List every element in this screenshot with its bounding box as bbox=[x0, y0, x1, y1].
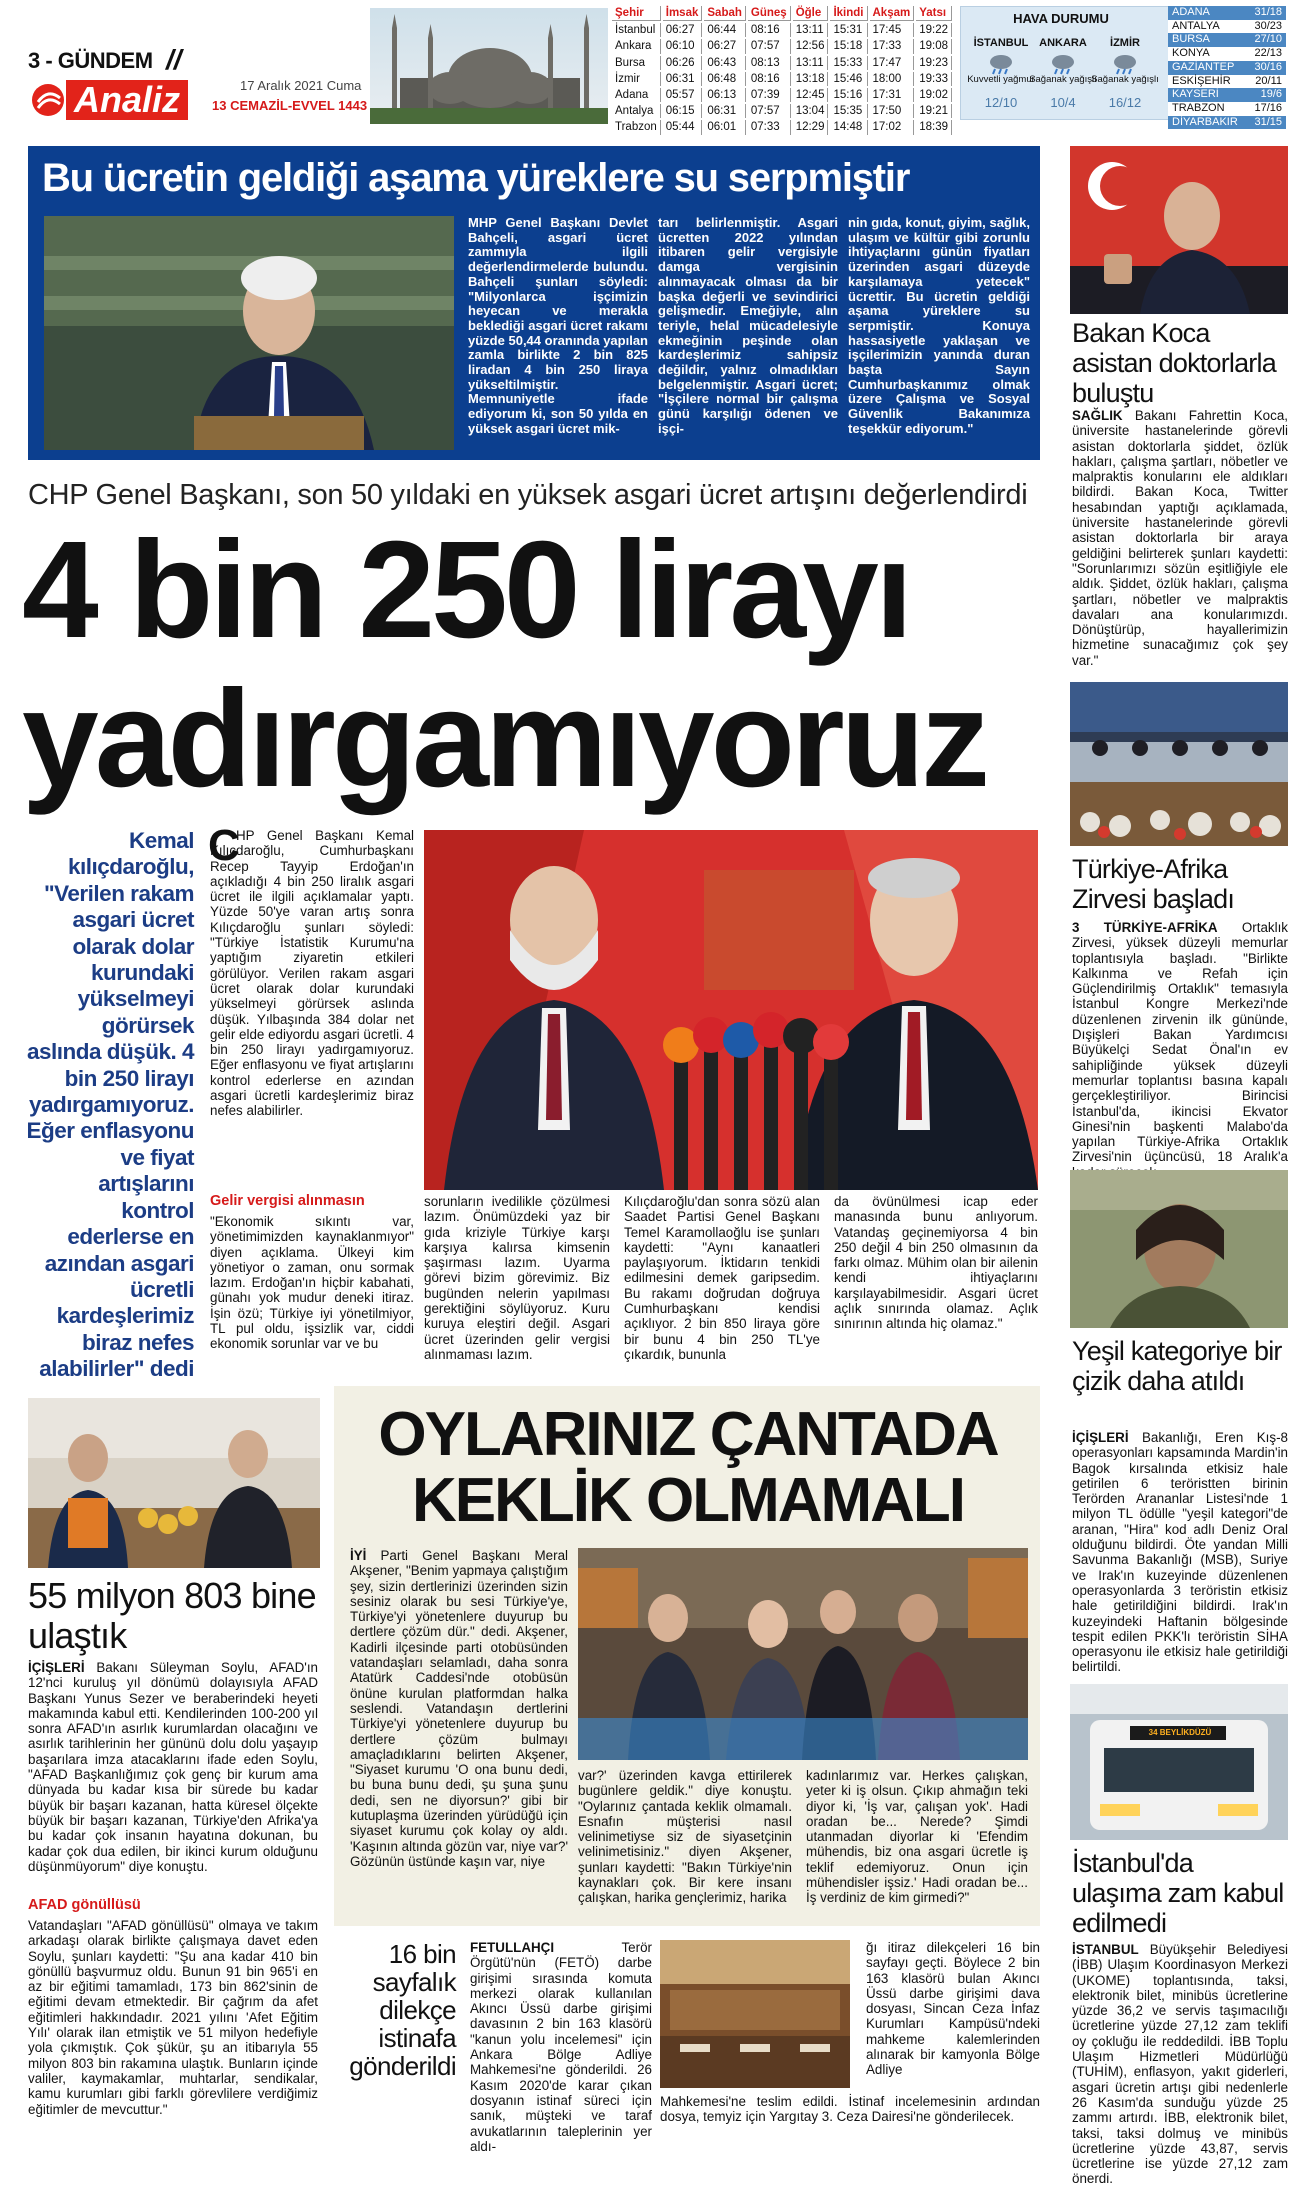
prayer-cell: 13:11 bbox=[793, 56, 829, 70]
prayer-cell: 06:44 bbox=[704, 23, 746, 37]
prayer-cell: 15:33 bbox=[830, 56, 867, 70]
prayer-cell: 06:13 bbox=[704, 88, 746, 102]
prayer-cell: 18:00 bbox=[870, 72, 915, 86]
prayer-cell: 06:27 bbox=[663, 23, 703, 37]
prayer-cell: 06:31 bbox=[663, 72, 703, 86]
bahceli-col3: nin gıda, konut, giyim, sağlık, ulaşım ve kültür gibi zorunlu ihtiyaçlarını günün fiyatları üzerinden asgari düzeyde karşılamaya yetecek" ücrettir. Bu ücretin geldiği aşama yüreklere su serpmiştir. Konuya hassasiyetle yaklaşan ve işçilerimizin yanında duran başta Sayın Cumhurbaşkanımız olmak üzere Çalışma ve Sosyal Güvenlik Bakanımıza teşekkür ediyorum." bbox=[848, 215, 1030, 436]
weather-city-name: İSTANBUL bbox=[973, 37, 1029, 49]
section-slash: // bbox=[166, 44, 182, 75]
prayer-col-header: İmsak bbox=[663, 6, 703, 21]
rain-cloud-icon bbox=[1048, 53, 1078, 75]
afad-body-text: Bakanı Süleyman Soylu, AFAD'ın 12'nci kuruluş yıl dönümü dolayısıyla AFAD Başkanı Yunus Sezer ve beraberindeki heyeti makamında kabul etti. Kendilerinden 100-200 yıl sonra AFAD'ın asırlık kurumlardan olacağını ve asırlık tarihlerinin her gününü dolu dolu yaşayıp başarılara imza atacaklarını ifade eden Soylu, "AFAD Başkanlığımız çok genç bir kurum ama dünyada bu kadar kısa bir sürede bu kadar büyük bir başarı kazanan, hatta küresel ölçekte büyük bir başarı kazanan, Türkiye'den Afrika'ya bu kadar çok insanın hayatına dokunan, bu kadar çok dua edilen, bir ikinci kurum olduğunu düşünmüyorum" diye konuştu. bbox=[28, 1660, 318, 1874]
afrika-summit-photo bbox=[1070, 682, 1288, 846]
prayer-cell: 12:29 bbox=[793, 120, 829, 134]
weather-list-temp: 30/23 bbox=[1254, 19, 1282, 32]
courtroom-photo bbox=[660, 1940, 850, 2088]
afrika-lead: 3 TÜRKİYE-AFRİKA bbox=[1072, 920, 1218, 935]
weather-list-city: ANTALYA bbox=[1172, 19, 1220, 32]
koca-body-text: Bakanı Fahrettin Koca, üniversite hastanelerinde görevli asistan doktorlarla şiddet, özlük hakları, çalışma şartları, nöbetler ve malpraktis konularını ele aldıkları bildirdi. Bakan Koca, Twitter hesabından yaptığı açıklamada, üniversite hastanelerinde görevli asistan doktorlarla bir araya geldiğini belirterek şunları kaydetti: "Sorunlarımızı sözün eşitliğiyle ele aldık. Şiddet, özlük hakları, çalışma şartları, nöbetler ve malpraktis davaları ana konularımızdı. Dönüştürüp, hayallerimizin hizmetine sunacağımız çok şey var." bbox=[1072, 408, 1288, 668]
metrobus-photo bbox=[1070, 1684, 1288, 1840]
prayer-cell: 06:43 bbox=[704, 56, 746, 70]
afad-title: 55 milyon 803 bine ulaştık bbox=[28, 1575, 316, 1656]
prayer-cell: 06:10 bbox=[663, 39, 703, 53]
masthead bbox=[0, 0, 1300, 134]
main-headline-line2: yadırgamıyoruz bbox=[22, 662, 986, 816]
prayer-row bbox=[612, 72, 952, 86]
feto-col1 bbox=[470, 1940, 652, 2154]
prayer-cell: 05:44 bbox=[663, 120, 703, 134]
weather-list-city: ADANA bbox=[1172, 6, 1210, 18]
prayer-cell: Adana bbox=[612, 88, 661, 102]
main-body4: Kılıçdaroğlu'dan sonra sözü alan Saadet Partisi Genel Başkanı Temel Karamollaoğlu ise şunları kaydetti: "Aynı kanaatleri paylaşıyorum. İktidarın tenkidi edilmesini demek garipsedim. Bu rakamı doğrudan doğruya Cumhurbaşkanı kendisi açıklıyor. 2 bin 850 liraya göre bir bunu 4 bin 250 TL'ye çıkardık, bununla bbox=[624, 1194, 820, 1362]
prayer-cell: 13:11 bbox=[793, 23, 829, 37]
main-headline-line1: 4 bin 250 lirayı bbox=[22, 513, 910, 667]
metrobus-sign: 34 BEYLİKDÜZÜ bbox=[1148, 1728, 1212, 1737]
prayer-row bbox=[612, 120, 952, 134]
afrika-title: Türkiye-Afrika Zirvesi başladı bbox=[1072, 854, 1235, 914]
prayer-cell: 13:18 bbox=[793, 72, 829, 86]
main-body5: da övünülmesi icap eder manasında bunu anlıyorum. Vatandaş geçinemiyorsa 4 bin 250 değil 4 bin 250 olmasının da farkı olmaz. Mühim olan bir ailenin kendi ihtiyaçlarını karşılayabilmesidir. Asgari ücret açlık sınırında olamaz. Açlık sınırının altında hiç olamaz." bbox=[834, 1194, 1038, 1332]
weather-desc: Sağanak yağışlı bbox=[1029, 74, 1097, 85]
prayer-cell: 07:33 bbox=[748, 120, 791, 134]
prayer-col-header: Şehir bbox=[612, 6, 661, 21]
weather-temp: 10/4 bbox=[1050, 95, 1076, 110]
weather-list-city: KAYSERİ bbox=[1172, 88, 1219, 101]
weather-list-temp: 17/16 bbox=[1254, 101, 1282, 114]
prayer-cell: 19:02 bbox=[916, 88, 952, 102]
feto-lead: FETULLAHÇI bbox=[470, 1940, 555, 1955]
bahceli-photo bbox=[44, 216, 454, 450]
soylu-afad-photo bbox=[28, 1398, 320, 1568]
logo-mark-icon bbox=[30, 80, 66, 120]
weather-list-temp: 31/18 bbox=[1254, 6, 1282, 18]
prayer-cell: 08:13 bbox=[748, 56, 791, 70]
prayer-row bbox=[612, 104, 952, 118]
weather-list-city: GAZİANTEP bbox=[1172, 60, 1235, 73]
istanbul-body-text: Büyükşehir Belediyesi (İBB) Ulaşım Koordinasyon Merkezi (UKOME) toplantısında, taksi, elektronik bilet, minibüs ücretlerine yüzde 36,2 ve servis taşımacılığı ücretlerine yüzde 27,12 zam teklifi oy çokluğu ile reddedildi. İBB Toplu Ulaşım Hizmetleri Müdürlüğü (TUHİM), enflasyon, yakıt giderleri, asgari ücretin artışı gibi nedenlerle 26 Kasım'da sunduğu yüzde 25 zammı artırdı. İBB, elektronik bilet, taksi, taksi dolmuş ve minibüs ücretlerine yüzde 43,87, servis ücretlerine ise yüzde 27,12 zam önerdi. bbox=[1072, 1942, 1288, 2187]
weather-list-row bbox=[1168, 33, 1286, 47]
afrika-body-text: Ortaklık Zirvesi, yüksek düzeyli memurlar toplantısıyla başladı. "Birlikte Kalkınma ve Refah için Güçlendirilmiş Ortaklık" temasıyla İstanbul Kongre Merkezi'nde düzenlenen zirvenin ilk gününde, Dışişleri Bakan Yardımcısı Büyükelçi Sedat Önal'ın ev sahipliğinde yüksek düzeyli memurlar toplantısı basına kapalı gerçekleştiriliyor. Birincisi İstanbul'da, ikincisi Ekvator Ginesi'nin başkenti Malabo'da yapılan Türkiye-Afrika Ortaklık Zirvesi'nin üçüncüsü, 18 Aralık'a bbox=[1072, 920, 1288, 1165]
mosque-skyline-image bbox=[370, 8, 608, 124]
prayer-col-header: İkindi bbox=[830, 6, 867, 21]
weather-list-temp: 22/13 bbox=[1254, 47, 1282, 60]
weather-list-temp: 30/16 bbox=[1254, 60, 1282, 73]
main-subhead: Gelir vergisi alınmasın bbox=[210, 1193, 365, 1209]
rain-cloud-icon bbox=[986, 53, 1016, 75]
weather-city-name: İZMİR bbox=[1110, 37, 1140, 49]
prayer-row bbox=[612, 88, 952, 102]
prayer-cell: 17:45 bbox=[870, 23, 915, 37]
weather-list-temp: 19/6 bbox=[1260, 88, 1282, 101]
prayer-cell: İzmir bbox=[612, 72, 661, 86]
bahceli-title: Bu ücretin geldiği aşama yüreklere su serpmiştir bbox=[42, 156, 910, 200]
weather-list-row bbox=[1168, 6, 1286, 20]
weather-desc: Sağanak yağışlı bbox=[1091, 74, 1159, 85]
section-label: 3 - GÜNDEM bbox=[28, 48, 153, 73]
koca-body bbox=[1072, 408, 1288, 666]
prayer-col-header: Akşam bbox=[870, 6, 915, 21]
prayer-cell: 06:31 bbox=[704, 104, 746, 118]
aksener-col2: var?' üzerinden kavga ettirilerek bugünlere geldik." diye konuştu. "Oylarınız çantada keklik olmamalı. Esnafın müşterisi nasıl velinimetiyse siz de siyasetçinin velinimetisiniz." diyen Akşener, şunları kaydetti: "Bakın Türkiye'nin kaynakları çok. Bir kere insanı çalışkan, harika gençlerimiz, harika bbox=[578, 1768, 792, 1906]
prayer-cell: 07:39 bbox=[748, 88, 791, 102]
feto-col1-text: Terör Örgütü'nün (FETÖ) darbe girişimi sırasında komuta merkezi olarak kullanılan Akıncı Üssü darbe girişimi davasının 2 bin 163 klasörü "kanun yolu incelemesi" için Ankara Bölge Adliye Mahkemesi'ne gönderildi. 26 Kasım 2020'de karar çıkan dosyanın istinaf süreci için sanık, müşteki ve taraf avukatlarının taleplerinin yer aldı- bbox=[470, 1940, 652, 2154]
weather-list-row bbox=[1168, 116, 1286, 130]
prayer-cell: 06:26 bbox=[663, 56, 703, 70]
feto-col1b: Mahkemesi'ne teslim edildi. İstinaf incelemesinin ardından dosya, temyiz için Yargıtay 3. Ceza Dairesi'ne gönderilecek. bbox=[660, 2094, 1040, 2125]
aksener-title-line2: KEKLİK OLMAMALI bbox=[411, 1466, 965, 1535]
afad-subhead: AFAD gönüllüsü bbox=[28, 1897, 141, 1913]
weather-list-row bbox=[1168, 75, 1286, 89]
prayer-cell: 15:35 bbox=[830, 104, 867, 118]
prayer-cell: İstanbul bbox=[612, 23, 661, 37]
weather-title: HAVA DURUMU bbox=[1013, 11, 1109, 26]
weather-temp: 16/12 bbox=[1108, 95, 1142, 110]
terrorist-portrait-photo bbox=[1070, 1170, 1288, 1328]
prayer-cell: Antalya bbox=[612, 104, 661, 118]
prayer-cell: 06:48 bbox=[704, 72, 746, 86]
weather-temp: 12/10 bbox=[984, 95, 1018, 110]
aksener-title-line1: OYLARINIZ ÇANTADA bbox=[378, 1400, 998, 1469]
prayer-cell: 19:08 bbox=[916, 39, 952, 53]
prayer-row bbox=[612, 39, 952, 53]
prayer-cell: 17:47 bbox=[870, 56, 915, 70]
aksener-lead: İYİ bbox=[350, 1548, 367, 1563]
main-kicker: CHP Genel Başkanı, son 50 yıldaki en yüksek asgari ücret artışını değerlendirdi bbox=[28, 479, 1028, 511]
bahceli-col1: MHP Genel Başkanı Devlet Bahçeli, asgari ücret zammıyla ilgili değerlendirmelerde bulundu. Bahçeli şunları söyledi: "Milyonlarca işçimizin heyecan ve merakla beklediği asgari ücret rakamı yüzde 50,44 oranında yapılan zamla birlikte 2 bin 825 liradan 4 bin 250 liraya yükseltilmiştir. Memnuniyetle ifade ediyorum ki, son 50 yılda en yüksek asgari ücret mik- bbox=[468, 215, 648, 436]
main-dropcap: C bbox=[208, 821, 240, 870]
prayer-times-table bbox=[610, 4, 954, 137]
prayer-row bbox=[612, 23, 952, 37]
logo-wordmark: Analiz bbox=[66, 80, 188, 120]
weather-list-row bbox=[1168, 47, 1286, 61]
main-body2: "Ekonomik sıkıntı var, yönetimimizden kaynaklanmıyor" diyen açıklama. Ülkeyi kim yönetiyor o zaman, onu sormak lazım. Erdoğan'ın hiçbir kabahati, günahı yok mudur deneki itiraz. İşin özü; Türkiye iyi yönetilmiyor, TL pul oldu, işsizlik var, ciddi ekonomik sorunlar var ve bu bbox=[210, 1214, 414, 1352]
yesil-title: Yeşil kategoriye bir çizik daha atıldı bbox=[1072, 1336, 1282, 1396]
prayer-cell: 12:45 bbox=[793, 88, 829, 102]
hijri-date: 13 CEMAZİL-EVVEL 1443 bbox=[212, 98, 368, 113]
issue-date: 17 Aralık 2021 Cuma bbox=[240, 78, 362, 93]
weather-city-list bbox=[1168, 6, 1286, 129]
prayer-cell: Ankara bbox=[612, 39, 661, 53]
weather-list-city: BURSA bbox=[1172, 33, 1210, 46]
prayer-cell: 06:27 bbox=[704, 39, 746, 53]
prayer-cell: 17:50 bbox=[870, 104, 915, 118]
weather-list-row bbox=[1168, 61, 1286, 75]
koca-lead: SAĞLIK bbox=[1072, 408, 1123, 423]
prayer-cell: 17:33 bbox=[870, 39, 915, 53]
feto-col2: ğı itiraz dilekçeleri 16 bin sayfayı geçti. Böylece 2 bin 163 klasörü bulan Akıncı Üssü darbe girişimi dava dosyası, Sincan Ceza İnfaz Kurumları Kampüsü'ndeki mahkeme kalemlerinden alınarak bir kamyonla Bölge Adliye bbox=[866, 1940, 1040, 2078]
prayer-col-header: Öğle bbox=[793, 6, 829, 21]
prayer-cell: 07:57 bbox=[748, 39, 791, 53]
yesil-body bbox=[1072, 1430, 1288, 1675]
prayer-cell: 18:39 bbox=[916, 120, 952, 134]
prayer-cell: 12:56 bbox=[793, 39, 829, 53]
afad-lead: İÇİŞLERİ bbox=[28, 1660, 85, 1675]
prayer-col-header: Güneş bbox=[748, 6, 791, 21]
prayer-row bbox=[612, 56, 952, 70]
rain-cloud-icon bbox=[1110, 53, 1140, 75]
prayer-cell: 14:48 bbox=[830, 120, 867, 134]
prayer-cell: 19:21 bbox=[916, 104, 952, 118]
weather-desc: Kuvvetli yağmur bbox=[967, 74, 1035, 85]
istanbul-lead: İSTANBUL bbox=[1072, 1942, 1139, 1957]
prayer-col-header: Sabah bbox=[704, 6, 746, 21]
weather-list-temp: 31/15 bbox=[1254, 115, 1282, 128]
main-pullquote: Kemal kılıçdaroğlu, "Verilen rakam asgari ücret olarak dolar kurundaki yükselmeyi görürsek aslında düşük. 4 bin 250 lirayı yadırgamıyoruz. Eğer enflasyonu ve fiyat artışlarını kontrol ederlerse en azından asgari ücretli kardeşlerimiz biraz nefes alabilirler" dedi bbox=[26, 828, 194, 1382]
prayer-cell: 06:15 bbox=[663, 104, 703, 118]
aksener-market-photo bbox=[578, 1548, 1028, 1760]
aksener-col3: kadınlarımız var. Herkes çalışkan, yeter ki iş olsun. Çıkıp ahmağın teki diyor ki, 'İş var, çalışan yok'. Hadi oradan be... Nerede? Şimdi utanmadan diyorlar ki 'Efendim mühendis, biz ona asgari ücretle iş teklif edemiyoruz. Onun için mühendisler işsiz.' Hadi oradan be... İş verdiniz de kim girmedi?" bbox=[806, 1768, 1028, 1906]
feto-title: 16 bin sayfalık dilekçe istinafa gönderildi bbox=[349, 1939, 456, 2081]
main-body1: HP Genel Başkanı Kemal Kılıçdaroğlu, Cumhurbaşkanı Recep Tayyip Erdoğan'ın açıkladığı 4 bin 250 liralık asgari ücret ile ilgili açıklamalar yaptı. Yüzde 50'ye varan artış sonra Kılıçdaroğlu şunları söyledi: "Türkiye İstatistik Kurumu'na yaptığım ziyaretin etkileri görülüyor. Verilen rakam asgari ücret olarak dolar kurundaki yükselmeyi görürsek aslında düşük. Yılbaşında 384 dolar net gelir elde ediyordu asgari ücretli. 4 bin 250 lirayı yadırgamıyoruz. Eğer enflasyonu ve fiyat artışlarını kontrol ederlerse en azından asgari ücretli kardeşlerimiz biraz nefes alabilirler. bbox=[210, 828, 414, 1119]
prayer-cell: 19:22 bbox=[916, 23, 952, 37]
koca-title: Bakan Koca asistan doktorlarla buluştu bbox=[1072, 318, 1276, 408]
weather-list-temp: 27/10 bbox=[1254, 33, 1282, 46]
weather-list-row bbox=[1168, 102, 1286, 116]
prayer-col-header: Yatsı bbox=[916, 6, 952, 21]
prayer-cell: 17:02 bbox=[870, 120, 915, 134]
prayer-cell: 08:16 bbox=[748, 72, 791, 86]
weather-list-city: ESKİŞEHİR bbox=[1172, 74, 1231, 87]
istanbul-body bbox=[1072, 1942, 1288, 2187]
prayer-cell: 06:01 bbox=[704, 120, 746, 134]
weather-list-row bbox=[1168, 88, 1286, 102]
afad-body bbox=[28, 1660, 318, 1892]
prayer-cell: 08:16 bbox=[748, 23, 791, 37]
aksener-col1-text: Parti Genel Başkanı Meral Akşener, "Benim yapmaya çalıştığım şey, sizin dertlerinizi üzerinden sizin sesiniz olarak bu sesi Türkiye'ye, Türkiye'yi yönetenlere duyurup bu dertlere çözüm dür." dedi. Akşener, Kadirli ilçesinde parti otobüsünden vatandaşları selamladı, daha sonra Atatürk Caddesi'nde otobüsün önüne kurulan platformdan halka seslendi. Vatandaşın dertlerini Türkiye'yi yönetenlere duyurup bu dertlere çözüm bulmayı amaçladıklarını belirten Akşener, "Siyaset kurumu 'O ona bunu dedi, bu buna bunu dedi, şu şuna şunu dedi, sen ne diyorsun?' gibi bir kutuplaşma üzerinden yürüdüğü için siyaset kurumu çok kolay oy aldı. 'Kaşının altında gözün var, niye var?' Gözünün üstünde kaşın var, niye bbox=[350, 1548, 569, 1869]
afad-body2: Vatandaşları "AFAD gönüllüsü" olmaya ve takım arkadaşı olarak birlikte çalışmaya davet eden Soylu, şunları kaydetti: "Şu ana kadar 410 bin gönüllü başvurmuz oldu. Bunun 91 bin 965'i en az bir eğitimi tamamladı, 173 bin 862'sinin de eğitimi devam etmektedir. Bir çağrım da afet eğitimleri hakkındadır. 2021 yılını 'Afet Eğitim Yılı' olarak ilan etmiştik ve 51 milyon hedefiyle yola çıkmıştık. Çok şükür, şu an itibarıyla 55 milyon 803 bin rakamına ulaştık. Bunların içinde valiler, kaymakamlar, muhtarlar, sendikalar, kamu kurumları gibi farklı görevlilere verdiğimiz eğitimler de mevcuttur." bbox=[28, 1918, 318, 2117]
prayer-cell: 15:46 bbox=[830, 72, 867, 86]
prayer-cell: 05:57 bbox=[663, 88, 703, 102]
istanbul-title: İstanbul'da ulaşıma zam kabul edilmedi bbox=[1072, 1848, 1284, 1938]
weather-city-name: ANKARA bbox=[1039, 37, 1087, 49]
prayer-cell: 13:04 bbox=[793, 104, 829, 118]
logo bbox=[30, 80, 188, 120]
prayer-cell: 15:16 bbox=[830, 88, 867, 102]
prayer-cell: 17:31 bbox=[870, 88, 915, 102]
afrika-body bbox=[1072, 920, 1288, 1165]
weather-list-city: DİYARBAKIR bbox=[1172, 115, 1238, 128]
weather-list-row bbox=[1168, 20, 1286, 34]
prayer-cell: Bursa bbox=[612, 56, 661, 70]
weather-list-temp: 20/11 bbox=[1255, 74, 1282, 87]
aksener-col1 bbox=[350, 1548, 568, 1918]
yesil-lead: İÇİŞLERİ bbox=[1072, 1430, 1129, 1445]
kilicdaroglu-karamollaoglu-photo bbox=[424, 830, 1038, 1190]
koca-photo bbox=[1070, 146, 1288, 314]
prayer-cell: 15:18 bbox=[830, 39, 867, 53]
prayer-cell: 07:57 bbox=[748, 104, 791, 118]
prayer-cell: 15:31 bbox=[830, 23, 867, 37]
prayer-cell: 19:33 bbox=[916, 72, 952, 86]
prayer-cell: Trabzon bbox=[612, 120, 661, 134]
yesil-body-text: Bakanlığı, Eren Kış-8 operasyonları kapsamında Mardin'in Bagok kırsalında etkisiz hale getirilen 6 teröristten birinin Terörden Arananlar Listesi'nde 1 milyon TL ödülle "yeşil kategori"de aranan, "Hira" kod adlı Deniz Oral olduğunu bildirdi. Öte yandan Milli Savunma Bakanlığı (MSB), Suriye ve Irak'ın kuzeyinde düzenlenen operasyonlarda 3 teröristin etkisiz hale getirildiğini bildirdi. Irak'ın kuzeyindeki Haftanin bölgesinde tespit edilen PKK'lı teröristin SİHA operasyonu ile etkisiz hale getirildiği belirtildi. bbox=[1072, 1430, 1288, 1675]
main-body3: sorunların ivedilikle çözülmesi lazım. Önümüzdeki yaz bir gıda kriziyle Türkiye karşı karşıya kalırsa kimsenin şaşırması lazım. Uyarma görevi bizim görevimiz. Biz bugünden nelerin yapılması gerektiğini söylüyoruz. Kuru kuruya eleştiri değil. Asgari ücret üzerinden gelir vergisi alınmaması lazım. bbox=[424, 1194, 610, 1362]
bahceli-col2: tarı belirlenmiştir. Asgari ücretten 2022 yılından itibaren gelir vergisiyle damga vergisinin alınmayacak olması da bir başka değerli ve sevindirici gelişmedir. Emeğiyle, alın teriyle, helal mücadelesiyle ekmeğinin peşinde olan kardeşlerimiz sahipsiz değildir, yalnız olmadıkları belgelenmiştir. Asgari ücret; "İşçilere normal bir çalışma günü karşılığı ödenen ve işçi- bbox=[658, 215, 838, 436]
prayer-cell: 19:23 bbox=[916, 56, 952, 70]
weather-list-city: TRABZON bbox=[1172, 101, 1225, 114]
weather-list-city: KONYA bbox=[1172, 47, 1210, 60]
